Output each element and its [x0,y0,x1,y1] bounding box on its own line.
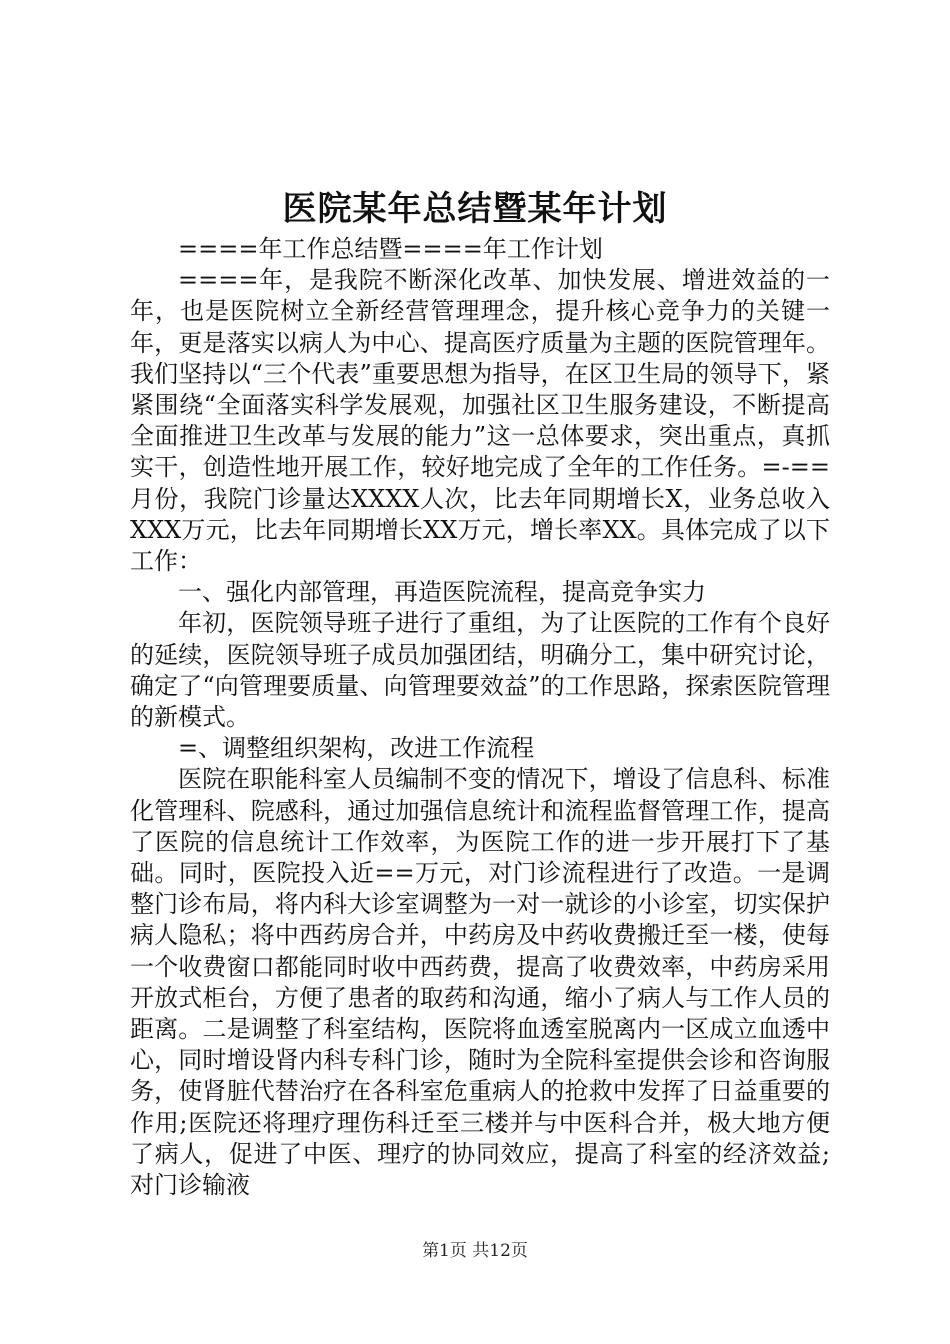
page-number-footer: 第1页 共12页 [422,1241,528,1261]
body-paragraph: 年初，医院领导班子进行了重组，为了让医院的工作有个良好的延续，医院领导班子成员加强团结，明确分工，集中研究讨论，确定了“向管理要质量、向管理要效益”的工作思路，探索医院管理的新模式。 [130,609,830,732]
subtitle-paragraph: ====年工作总结暨====年工作计划 [178,235,603,263]
document-body [130,234,830,1201]
section-heading-1: 一、强化内部管理，再造医院流程，提高竞争实力 [178,578,706,607]
intro-paragraph: ====年，是我院不断深化改革、加快发展、增进效益的一年，也是医院树立全新经营管理理念，提升核心竞争力的关键一年，更是落实以病人为中心、提高医疗质量为主题的医院管理年。我们坚持以“三个代表”重要思想为指导，在区卫生局的领导下，紧紧围绕“全面落实科学发展观，加强社区卫生服务建设，不断提高全面推进卫生改革与发展的能力”这一总体要求，突出重点，真抓实干，创造性地开展工作，较好地完成了全年的工作任务。=-==月份，我院门诊量达XXXX人次，比去年同期增长X，业务总收入XXX万元，比去年同期增长XX万元，增长率XX。具体完成了以下工作： [130,266,830,576]
section-heading-2: =、调整组织架构，改进工作流程 [178,734,535,763]
document-title: 医院某年总结暨某年计划 [282,189,668,229]
body-paragraph: 医院在职能科室人员编制不变的情况下，增设了信息科、标准化管理科、院感科，通过加强信息统计和流程监督管理工作，提高了医院的信息统计工作效率，为医院工作的进一步开展打下了基础。同时，医院投入近==万元，对门诊流程进行了改造。一是调整门诊布局，将内科大诊室调整为一对一就诊的小诊室，切实保护病人隐私；将中西药房合并，中药房及中药收费搬迁至一楼，使每一个收费窗口都能同时收中西药费，提高了收费效率，中药房采用开放式柜台，方便了患者的取药和沟通，缩小了病人与工作人员的距离。二是调整了科室结构，医院将血透室脱离内一区成立血透中心，同时增设肾内科专科门诊，随时为全院科室提供会诊和咨询服务，使肾脏代替治疗在各科室危重病人的抢救中发挥了日益重要的作用;医院还将理疗理伤科迁至三楼并与中医科合并，极大地方便了病人，促进了中医、理疗的协同效应，提高了科室的经济效益;对门诊输液 [130,765,830,1200]
